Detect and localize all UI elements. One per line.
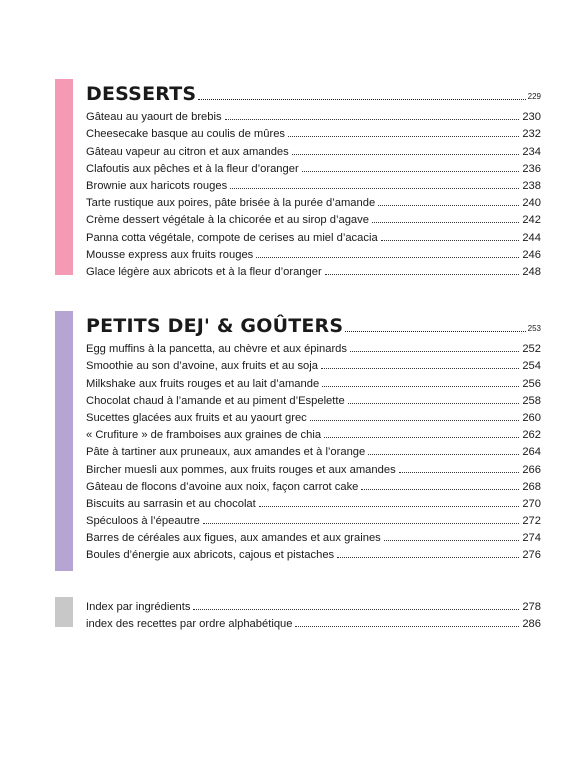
entry-page-number: 286 — [522, 618, 541, 631]
toc-entry[interactable] — [86, 477, 541, 494]
toc-entry[interactable] — [86, 408, 541, 425]
dot-leader — [288, 135, 519, 137]
entry-page-number: 242 — [522, 214, 541, 227]
dot-leader — [399, 471, 520, 473]
dot-leader — [325, 273, 520, 275]
entry-list — [86, 339, 541, 562]
section-title: PETITS DEJ' & GOÛTERS — [86, 315, 344, 337]
entry-page-number: 232 — [522, 128, 541, 141]
entry-title: index des recettes par ordre alphabétique — [86, 618, 293, 631]
dot-leader — [193, 608, 519, 610]
toc-entry[interactable] — [86, 141, 541, 158]
toc-entry[interactable] — [86, 176, 541, 193]
dot-leader — [295, 625, 519, 627]
toc-entry[interactable] — [86, 124, 541, 141]
dot-leader — [292, 153, 520, 155]
entry-page-number: 248 — [522, 265, 541, 278]
toc-entry[interactable] — [86, 210, 541, 227]
entry-title: Milkshake aux fruits rouges et au lait d’amande — [86, 377, 320, 390]
entry-title: Spéculoos à l’épeautre — [86, 515, 200, 528]
dot-leader — [345, 330, 525, 332]
entry-list — [86, 597, 541, 631]
dot-leader — [368, 453, 519, 455]
dot-leader — [302, 170, 520, 172]
toc-entry[interactable] — [86, 193, 541, 210]
entry-title: Mousse express aux fruits rouges — [86, 248, 254, 261]
toc-entry[interactable] — [86, 614, 541, 631]
entry-page-number: 238 — [522, 179, 541, 192]
entry-title: Gâteau vapeur au citron et aux amandes — [86, 145, 289, 158]
entry-page-number: 264 — [522, 446, 541, 459]
entry-page-number: 274 — [522, 532, 541, 545]
toc-entry[interactable] — [86, 339, 541, 356]
dot-leader — [198, 98, 525, 100]
entry-page-number: 270 — [522, 497, 541, 510]
entry-title: Glace légère aux abricots et à la fleur d’oranger — [86, 265, 322, 278]
toc-entry[interactable] — [86, 511, 541, 528]
entry-page-number: 260 — [522, 411, 541, 424]
entry-title: Barres de céréales aux figues, aux amandes et aux graines — [86, 532, 381, 545]
dot-leader — [259, 505, 520, 507]
entry-page-number: 266 — [522, 463, 541, 476]
toc-entry[interactable] — [86, 107, 541, 124]
toc-entry[interactable] — [86, 442, 541, 459]
section-color-bar — [55, 597, 73, 627]
entry-title: Egg muffins à la pancetta, au chèvre et aux épinards — [86, 343, 347, 356]
dot-leader — [225, 118, 520, 120]
entry-page-number: 278 — [522, 601, 541, 614]
dot-leader — [384, 539, 520, 541]
entry-title: Gâteau au yaourt de brebis — [86, 111, 222, 124]
toc-entry[interactable] — [86, 391, 541, 408]
entry-page-number: 262 — [522, 429, 541, 442]
entry-title: Smoothie au son d’avoine, aux fruits et au soja — [86, 360, 318, 373]
entry-title: Gâteau de flocons d’avoine aux noix, façon carrot cake — [86, 480, 359, 493]
toc-entry[interactable] — [86, 425, 541, 442]
entry-page-number: 240 — [522, 197, 541, 210]
section-page-number: 229 — [527, 92, 541, 101]
entry-page-number: 230 — [522, 111, 541, 124]
entry-title: Clafoutis aux pêches et à la fleur d’oranger — [86, 162, 299, 175]
entry-title: Tarte rustique aux poires, pâte brisée à la purée d’amande — [86, 197, 376, 210]
dot-leader — [256, 256, 519, 258]
entry-title: Boules d’énergie aux abricots, cajous et pistaches — [86, 549, 335, 562]
dot-leader — [348, 402, 520, 404]
section-desserts — [55, 79, 541, 278]
entry-title: Chocolat chaud à l’amande et au piment d’Espelette — [86, 394, 345, 407]
dot-leader — [321, 367, 519, 369]
entry-page-number: 272 — [522, 515, 541, 528]
section-index — [55, 597, 541, 631]
entry-page-number: 234 — [522, 145, 541, 158]
toc-entry[interactable] — [86, 528, 541, 545]
entry-title: Panna cotta végétale, compote de cerises au miel d’acacia — [86, 231, 378, 244]
dot-leader — [378, 204, 519, 206]
toc-entry[interactable] — [86, 356, 541, 373]
toc-entry[interactable] — [86, 245, 541, 262]
toc-entry[interactable] — [86, 159, 541, 176]
dot-leader — [381, 239, 520, 241]
entry-page-number: 246 — [522, 248, 541, 261]
toc-entry[interactable] — [86, 262, 541, 279]
toc-entry[interactable] — [86, 459, 541, 476]
entry-title: « Crufiture » de framboises aux graines de chia — [86, 429, 322, 442]
dot-leader — [324, 436, 519, 438]
dot-leader — [337, 556, 519, 558]
dot-leader — [361, 488, 519, 490]
dot-leader — [230, 187, 519, 189]
entry-title: Pâte à tartiner aux pruneaux, aux amandes et à l’orange — [86, 446, 366, 459]
dot-leader — [203, 522, 520, 524]
toc-entry[interactable] — [86, 494, 541, 511]
entry-title: Bircher muesli aux pommes, aux fruits rouges et aux amandes — [86, 463, 396, 476]
entry-page-number: 268 — [522, 480, 541, 493]
section-heading-row — [86, 311, 541, 337]
entry-title: Crème dessert végétale à la chicorée et au sirop d’agave — [86, 214, 369, 227]
toc-entry[interactable] — [86, 373, 541, 390]
entry-title: Sucettes glacées aux fruits et au yaourt grec — [86, 411, 307, 424]
dot-leader — [350, 350, 519, 352]
entry-page-number: 276 — [522, 549, 541, 562]
toc-entry[interactable] — [86, 227, 541, 244]
section-page-number: 253 — [527, 324, 541, 333]
entry-page-number: 254 — [522, 360, 541, 373]
entry-title: Biscuits au sarrasin et au chocolat — [86, 497, 256, 510]
toc-entry[interactable] — [86, 545, 541, 562]
dot-leader — [322, 385, 519, 387]
section-petits-dej — [55, 311, 541, 571]
entry-page-number: 252 — [522, 343, 541, 356]
dot-leader — [310, 419, 520, 421]
dot-leader — [372, 221, 519, 223]
entry-page-number: 236 — [522, 162, 541, 175]
entry-title: Index par ingrédients — [86, 601, 191, 614]
section-title: DESSERTS — [86, 83, 197, 105]
entry-page-number: 256 — [522, 377, 541, 390]
entry-list — [86, 107, 541, 279]
entry-title: Brownie aux haricots rouges — [86, 179, 228, 192]
entry-page-number: 258 — [522, 394, 541, 407]
section-color-bar — [55, 311, 73, 571]
entry-title: Cheesecake basque au coulis de mûres — [86, 128, 286, 141]
toc-entry[interactable] — [86, 597, 541, 614]
entry-page-number: 244 — [522, 231, 541, 244]
section-heading-row — [86, 79, 541, 105]
section-color-bar — [55, 79, 73, 275]
